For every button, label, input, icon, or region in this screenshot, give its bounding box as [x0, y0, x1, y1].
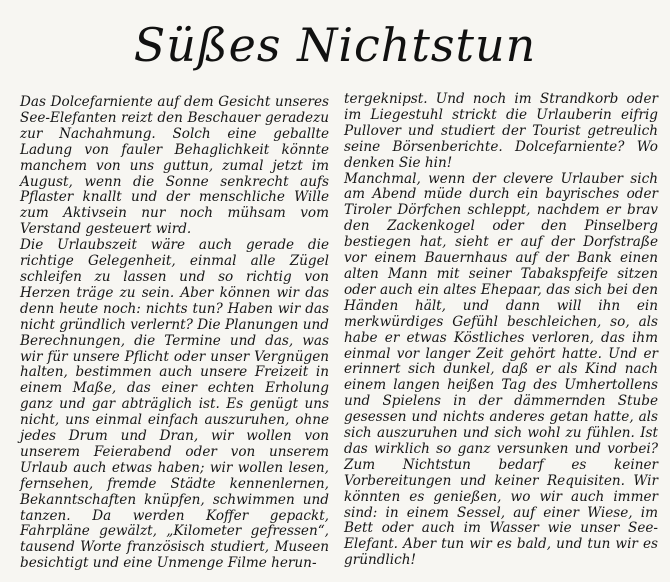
- article-title: Süßes Nichtstun: [133, 18, 537, 72]
- paragraph: Manchmal, wenn der clevere Urlauber sich am Abend müde durch ein bayrisches oder Tiroler Dörfchen schleppt, nachdem er brav den Zackenkogel oder den Pinselberg bestiegen hat, sieht er auf der Dorfstraße vor einem Bauernhaus auf der Bank einen alten Mann mit seiner Tabakspfeife sitzen oder auch ein altes Ehepaar, das sich bei den Händen hält, und dann will ihn ein merkwürdiges Gefühl beschleichen, so, als habe er etwas Köstliches verloren, das ihm einmal vor langer Zeit gehört hatte. Und er erinnert sich dunkel, daß er als Kind nach einem langen heißen Tag des Umhertollens und Spielens in der dämmernden Stube gesessen und nichts anderes getan hatte, als sich auszuruhen und sich wohl zu fühlen. Ist das wirklich so ganz versunken und vorbei? Zum Nichtstun bedarf es keiner Vorbereitungen und keiner Requisiten. Wir könnten es genießen, wo wir auch immer sind: in einem Sessel, auf einer Wiese, im Bett oder auch im Wasser wie unser See-Elefant. Aber tun wir es bald, und tun wir es gründlich!: [344, 170, 658, 569]
- article-column-right: [344, 92, 658, 569]
- article-column-left: [20, 95, 329, 572]
- paragraph: Die Urlaubszeit wäre auch gerade die richtige Gelegenheit, einmal alle Zügel schleifen zu lassen und so richtig von Herzen träge zu sein. Aber können wir das denn heute noch: nichts tun? Haben wir das nicht gründlich verlernt? Die Planungen und Berechnungen, die Termine und das, was wir für unsere Pflicht oder unser Vergnügen halten, bestimmen auch unsere Freizeit in einem Maße, das einer echten Erholung ganz und gar abträglich ist. Es genügt uns nicht, uns einmal einfach auszuruhen, ohne jedes Drum und Dran, wir wollen von unserem Feierabend oder von unserem Urlaub auch etwas haben; wir wollen lesen, fernsehen, fremde Städte kennenlernen, Bekanntschaften knüpfen, schwimmen und tanzen. Da werden Koffer gepackt, Fahrpläne gewälzt, „Kilometer gefressen“, tausend Worte französisch studiert, Museen besichtigt und eine Unmenge Filme herun-: [20, 237, 329, 572]
- paragraph: Das Dolcefarniente auf dem Gesicht unseres See-Elefanten reizt den Beschauer geradezu zur Nachahmung. Solch eine geballte Ladung von fauler Behaglichkeit könnte manchem von uns guttun, zumal jetzt im August, wenn die Sonne senkrecht aufs Pflaster knallt und der menschliche Wille zum Aktivsein nur noch mühsam vom Verstand gesteuert wird.: [20, 94, 329, 238]
- paragraph: tergeknipst. Und noch im Strandkorb oder im Liegestuhl strickt die Urlauberin eifrig Pullover und studiert der Tourist getreulich seine Börsenberichte. Dolcefarniente? Wo denken Sie hin!: [344, 91, 658, 171]
